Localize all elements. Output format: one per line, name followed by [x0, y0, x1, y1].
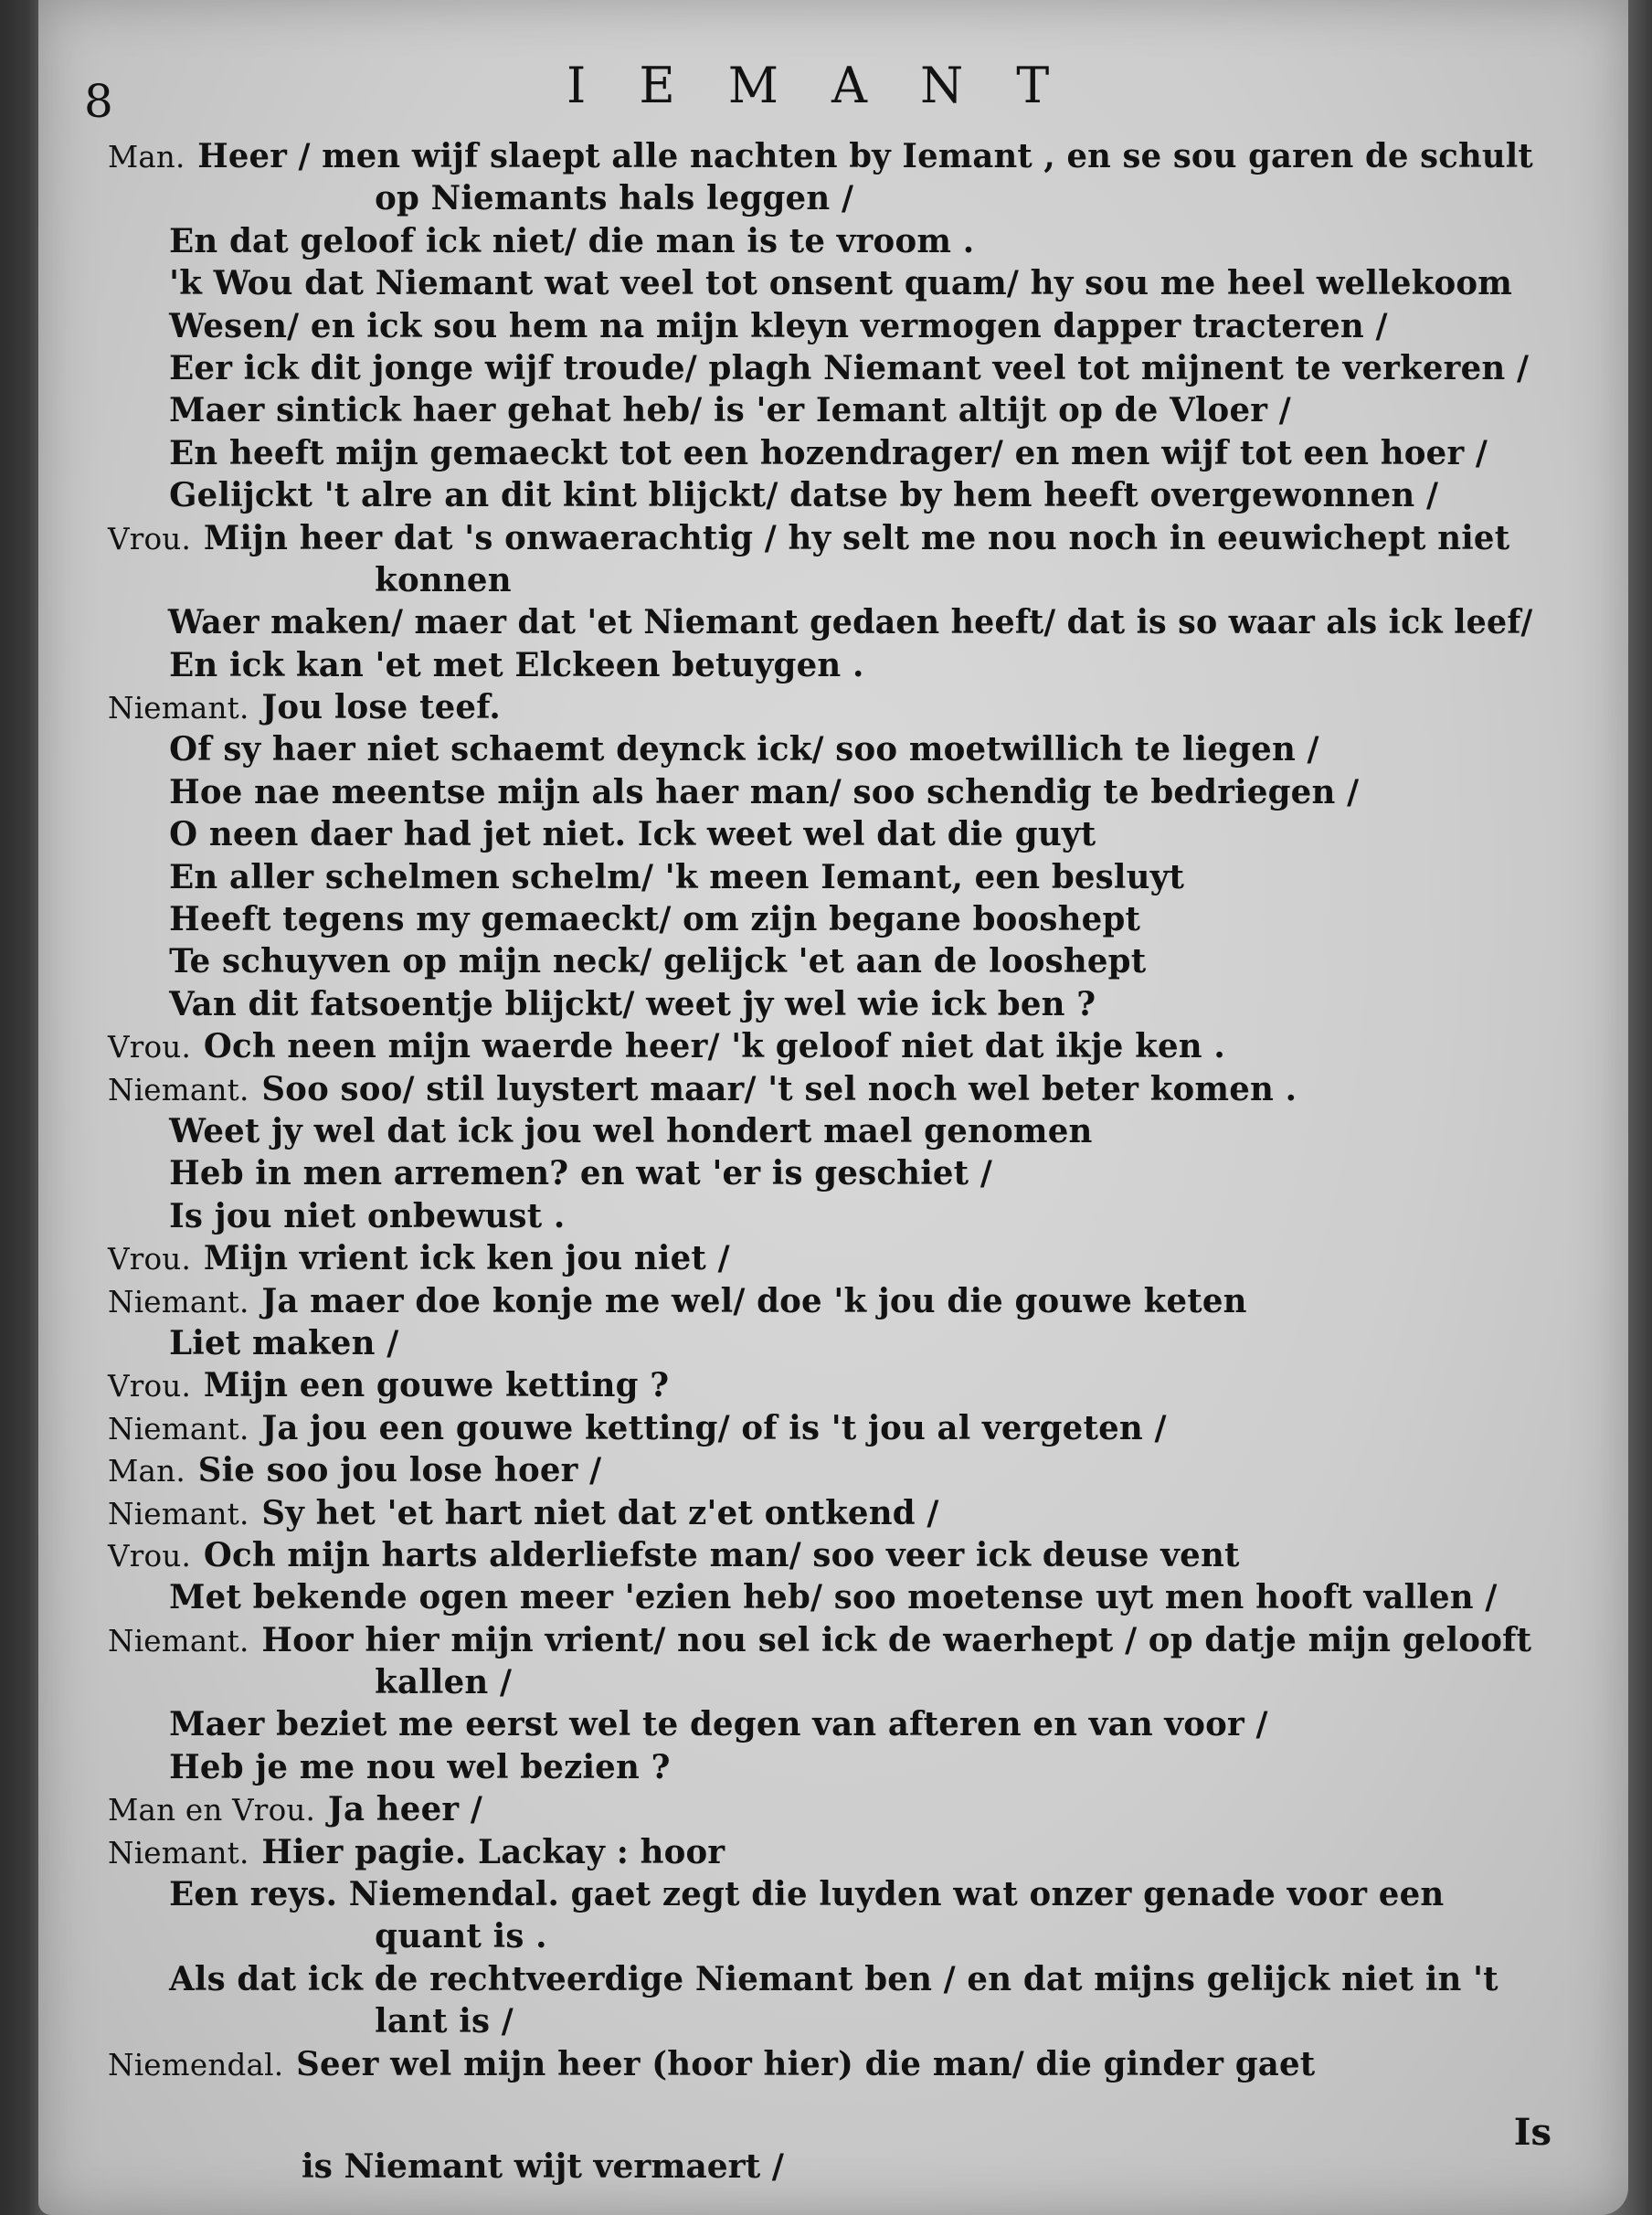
speaker-name: Niemendal.: [108, 2046, 284, 2083]
speaker-name: Vrou.: [108, 1029, 192, 1065]
text-line: [108, 940, 1532, 982]
text-line: [108, 1619, 1532, 1661]
text-line: [108, 347, 1532, 389]
speaker-name: Niemant.: [108, 1410, 249, 1447]
line-text: Ja heer /: [327, 1790, 483, 1829]
line-text: En ick kan 'et met Elckeen betuygen .: [169, 645, 864, 684]
text-line: [108, 2000, 1532, 2042]
line-text: Mijn heer dat 's onwaerachtig / hy selt me nou noch in eeuwichept niet: [203, 518, 1510, 557]
text-line: [108, 1831, 1532, 1873]
line-text: Och neen mijn waerde heer/ 'k geloof niet dat ikje ken .: [203, 1027, 1225, 1066]
last-line: is Niemant wijt vermaert /: [302, 2147, 784, 2186]
page-number: 8: [84, 75, 113, 128]
line-text: Hoe nae meentse mijn als haer man/ soo schendig te bedriegen /: [169, 772, 1360, 811]
line-text: Ja jou een gouwe ketting/ of is 't jou al vergeten /: [261, 1408, 1167, 1447]
line-text: Seer wel mijn heer (hoor hier) die man/ die ginder gaet: [296, 2044, 1316, 2083]
text-line: [108, 1746, 1532, 1788]
text-line: [108, 220, 1532, 262]
speaker-name: Niemant.: [108, 1834, 249, 1871]
line-text: Maer beziet me eerst wel te degen van afteren en van voor /: [169, 1705, 1268, 1744]
text-line: [108, 1788, 1532, 1830]
line-text: Te schuyven op mijn neck/ gelijck 'et aan de looshept: [169, 942, 1147, 981]
line-text: op Niemants hals leggen /: [375, 179, 854, 218]
line-text: Van dit fatsoentje blijckt/ weet jy wel wie ick ben ?: [169, 984, 1096, 1023]
line-text: Hoor hier mijn vrient/ nou sel ick de waerhept / op datje mijn gelooft: [261, 1620, 1532, 1659]
line-text: Sie soo jou lose hoer /: [197, 1451, 602, 1490]
text-line: [108, 1703, 1532, 1745]
text-line: [108, 1958, 1532, 2000]
line-text: kallen /: [375, 1663, 513, 1702]
text-line: [108, 1407, 1532, 1449]
line-text: Mijn vrient ick ken jou niet /: [203, 1239, 730, 1278]
text-line: [108, 389, 1532, 431]
text-line: [108, 601, 1533, 643]
text-line: [108, 474, 1532, 516]
line-text: Een reys. Niemendal. gaet zegt die luyden wat onzer genade voor een: [169, 1875, 1445, 1914]
line-text: Met bekende ogen meer 'ezien heb/ soo moetense uyt men hooft vallen /: [169, 1578, 1498, 1617]
text-line: [108, 1152, 1532, 1194]
text-line: [108, 1534, 1532, 1576]
text-line: [108, 559, 1532, 601]
catchword: Is: [1513, 2111, 1551, 2154]
text-line: [108, 813, 1532, 855]
line-text: Liet maken /: [169, 1323, 399, 1362]
line-text: Heb in men arremen? en wat 'er is geschiet /: [169, 1154, 993, 1193]
text-line: [108, 1661, 1532, 1703]
line-text: konnen: [375, 560, 512, 599]
line-text: Gelijckt 't alre an dit kint blijckt/ datse by hem heeft overgewonnen /: [169, 476, 1439, 515]
line-text: Waer maken/ maer dat 'et Niemant gedaen heeft/ dat is so waar als ick leef/: [167, 603, 1533, 642]
text-line: [108, 983, 1532, 1025]
speaker-name: Man en Vrou.: [108, 1792, 316, 1828]
line-text: Eer ick dit jonge wijf troude/ plagh Niemant veel tot mijnent te verkeren /: [169, 348, 1530, 387]
text-line: [108, 1195, 1532, 1237]
speaker-name: Niemant.: [108, 1071, 249, 1108]
speaker-name: Vrou.: [108, 1241, 192, 1277]
text-line: [108, 644, 1532, 686]
text-line: [108, 1025, 1532, 1067]
text-line: [108, 262, 1532, 304]
speaker-name: Niemant.: [108, 1283, 249, 1319]
text-line: [108, 1449, 1532, 1491]
line-text: Och mijn harts alderliefste man/ soo veer ick deuse vent: [203, 1535, 1240, 1574]
text-line: [108, 898, 1532, 940]
play-text: [108, 135, 1551, 2085]
running-title: IEMANT: [567, 57, 1103, 114]
text-line: [108, 771, 1532, 813]
speaker-name: Vrou.: [108, 520, 192, 556]
line-text: En heeft mijn gemaeckt tot een hozendrager/ en men wijf tot een hoer /: [169, 433, 1488, 472]
text-line: [108, 432, 1532, 474]
speaker-name: Vrou.: [108, 1368, 192, 1404]
speaker-name: Niemant.: [108, 690, 249, 726]
line-text: Heer / men wijf slaept alle nachten by Iemant , en se sou garen de schult: [197, 137, 1533, 175]
line-text: Weet jy wel dat ick jou wel hondert mael genomen: [169, 1111, 1093, 1150]
line-text: Hier pagie. Lackay : hoor: [261, 1832, 725, 1871]
text-line: [108, 135, 1533, 177]
text-line: [108, 1237, 1532, 1279]
line-text: Jou lose teef.: [261, 688, 501, 727]
line-text: quant is .: [375, 1917, 547, 1956]
line-text: Of sy haer niet schaemt deynck ick/ soo moetwillich te liegen /: [169, 730, 1319, 769]
line-text: En aller schelmen schelm/ 'k meen Iemant, een besluyt: [169, 857, 1185, 896]
text-line: [108, 686, 1532, 728]
line-text: 'k Wou dat Niemant wat veel tot onsent quam/ hy sou me heel wellekoom: [169, 264, 1513, 303]
line-text: lant is /: [375, 2002, 514, 2041]
line-text: Als dat ick de rechtveerdige Niemant ben / en dat mijns gelijck niet in 't: [169, 1959, 1498, 1998]
text-line: [108, 1873, 1532, 1915]
speaker-name: Vrou.: [108, 1537, 192, 1574]
line-text: Is jou niet onbewust .: [169, 1196, 566, 1235]
line-text: Heb je me nou wel bezien ?: [169, 1747, 671, 1786]
text-line: [108, 1068, 1532, 1110]
text-line: [108, 856, 1532, 898]
text-line: [108, 1492, 1532, 1534]
speaker-name: Niemant.: [108, 1495, 249, 1531]
text-line: [108, 177, 1532, 219]
speaker-name: Man.: [108, 1453, 185, 1489]
text-line: [108, 1322, 1532, 1364]
line-text: Sy het 'et hart niet dat z'et ontkend /: [261, 1493, 939, 1532]
line-text: O neen daer had jet niet. Ick weet wel dat die guyt: [169, 815, 1096, 854]
line-text: En dat geloof ick niet/ die man is te vroom .: [169, 221, 975, 260]
text-line: [108, 1915, 1532, 1957]
text-line: [108, 1364, 1532, 1406]
line-text: Soo soo/ stil luystert maar/ 't sel noch wel beter komen .: [261, 1069, 1297, 1108]
text-line: [108, 2043, 1532, 2085]
line-text: Ja maer doe konje me wel/ doe 'k jou die gouwe keten: [261, 1281, 1247, 1320]
speaker-name: Man.: [108, 139, 185, 175]
text-line: [108, 1110, 1532, 1152]
text-line: [108, 305, 1532, 347]
speaker-name: Niemant.: [108, 1622, 249, 1659]
line-text: Maer sintick haer gehat heb/ is 'er Iemant altijt op de Vloer /: [169, 391, 1291, 430]
text-line: [108, 728, 1532, 770]
text-line: [108, 1576, 1532, 1618]
line-text: Heeft tegens my gemaeckt/ om zijn begane booshept: [169, 900, 1141, 939]
line-text: Wesen/ en ick sou hem na mijn kleyn vermogen dapper tracteren /: [169, 306, 1388, 345]
text-line: [108, 517, 1532, 559]
line-text: Mijn een gouwe ketting ?: [203, 1366, 670, 1405]
text-line: [108, 1280, 1532, 1322]
